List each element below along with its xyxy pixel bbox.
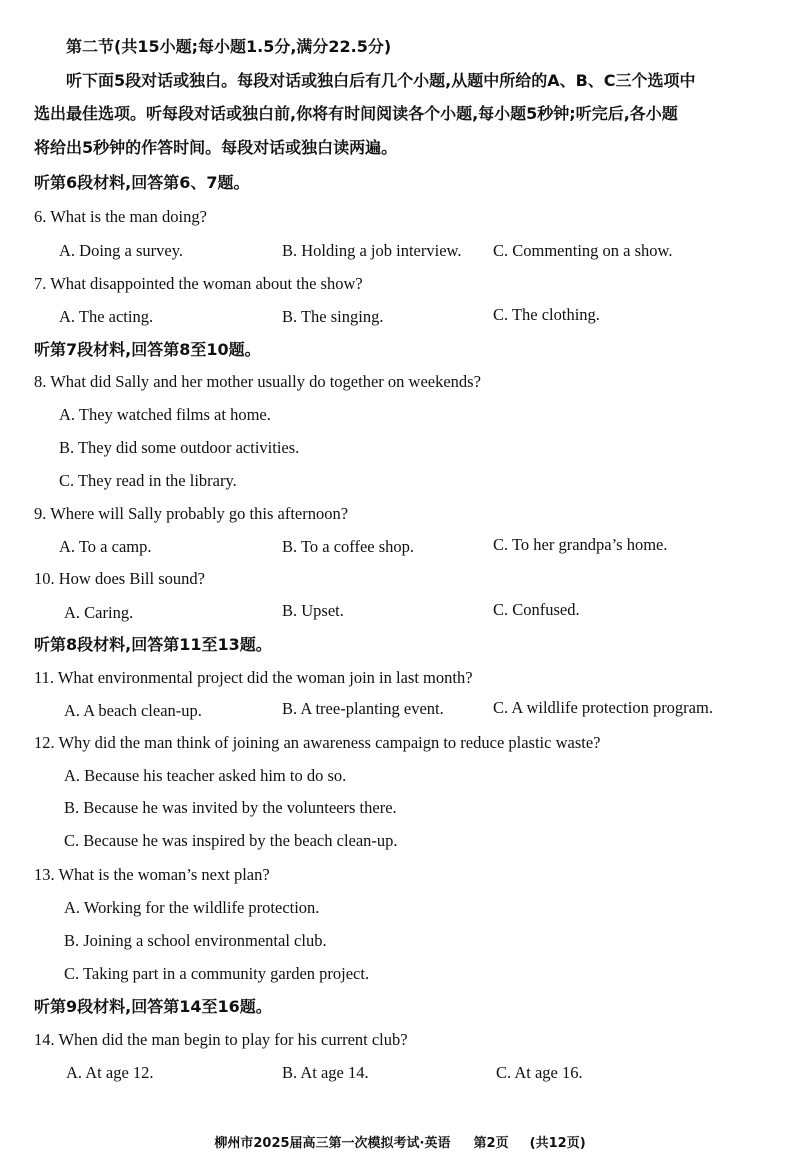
question-13-stem: 13. What is the woman’s next plan? [34, 865, 270, 884]
question-7-stem: 7. What disappointed the woman about the show? [34, 274, 363, 293]
group-label-8: 听第8段材料,回答第11至13题。 [34, 635, 272, 654]
question-14-option-c[interactable]: C. At age 16. [496, 1063, 583, 1082]
question-9-stem: 9. Where will Sally probably go this afternoon? [34, 504, 349, 523]
group-label-9: 听第9段材料,回答第14至16题。 [34, 997, 272, 1016]
instructions-line-3: 将给出5秒钟的作答时间。每段对话或独白读两遍。 [34, 138, 398, 157]
question-9-option-a[interactable]: A. To a camp. [59, 537, 152, 556]
question-11-option-b[interactable]: B. A tree-planting event. [282, 699, 444, 718]
question-6-option-a[interactable]: A. Doing a survey. [59, 241, 184, 260]
group-label-7: 听第7段材料,回答第8至10题。 [34, 340, 261, 359]
question-13-option-b[interactable]: B. Joining a school environmental club. [64, 931, 327, 950]
question-10-option-b[interactable]: B. Upset. [282, 601, 344, 620]
question-7-option-c[interactable]: C. The clothing. [493, 305, 600, 324]
question-14-option-a[interactable]: A. At age 12. [66, 1063, 154, 1082]
footer-page-total: (共12页) [529, 1136, 586, 1151]
instructions-line-1: 听下面5段对话或独白。每段对话或独白后有几个小题,从题中所给的A、B、C三个选项中 [66, 71, 696, 90]
instructions-line-2: 选出最佳选项。听每段对话或独白前,你将有时间阅读各个小题,每小题5秒钟;听完后,各小题 [34, 104, 678, 123]
question-7-option-b[interactable]: B. The singing. [282, 307, 384, 326]
question-10-stem: 10. How does Bill sound? [34, 569, 205, 588]
question-13-option-c[interactable]: C. Taking part in a community garden project. [64, 964, 370, 983]
question-8-stem: 8. What did Sally and her mother usually do together on weekends? [34, 372, 481, 391]
question-6-option-c[interactable]: C. Commenting on a show. [493, 241, 673, 260]
footer-exam-title: 柳州市2025届高三第一次模拟考试·英语 [214, 1136, 451, 1151]
question-8-option-c[interactable]: C. They read in the library. [59, 471, 237, 490]
footer-page-number: 第2页 [473, 1136, 509, 1151]
question-12-option-a[interactable]: A. Because his teacher asked him to do so. [64, 766, 347, 785]
question-12-stem: 12. Why did the man think of joining an awareness campaign to reduce plastic waste? [34, 733, 601, 752]
question-8-option-b[interactable]: B. They did some outdoor activities. [59, 438, 300, 457]
question-13-option-a[interactable]: A. Working for the wildlife protection. [64, 898, 320, 917]
section-heading: 第二节(共15小题;每小题1.5分,满分22.5分) [66, 37, 392, 56]
question-14-stem: 14. When did the man begin to play for his current club? [34, 1030, 408, 1049]
page-footer [0, 1132, 800, 1151]
question-12-option-c[interactable]: C. Because he was inspired by the beach clean-up. [64, 831, 398, 850]
question-6-option-b[interactable]: B. Holding a job interview. [282, 241, 462, 260]
question-12-option-b[interactable]: B. Because he was invited by the volunteers there. [64, 798, 397, 817]
question-9-option-b[interactable]: B. To a coffee shop. [282, 537, 415, 556]
group-label-6: 听第6段材料,回答第6、7题。 [34, 173, 250, 192]
question-11-stem: 11. What environmental project did the woman join in last month? [34, 668, 473, 687]
question-10-option-c[interactable]: C. Confused. [493, 600, 580, 619]
question-14-option-b[interactable]: B. At age 14. [282, 1063, 369, 1082]
question-7-option-a[interactable]: A. The acting. [59, 307, 154, 326]
question-11-option-c[interactable]: C. A wildlife protection program. [493, 698, 713, 717]
question-9-option-c[interactable]: C. To her grandpa’s home. [493, 535, 668, 554]
question-6-stem: 6. What is the man doing? [34, 207, 207, 226]
question-10-option-a[interactable]: A. Caring. [64, 603, 134, 622]
question-11-option-a[interactable]: A. A beach clean-up. [64, 701, 202, 720]
question-8-option-a[interactable]: A. They watched films at home. [59, 405, 271, 424]
